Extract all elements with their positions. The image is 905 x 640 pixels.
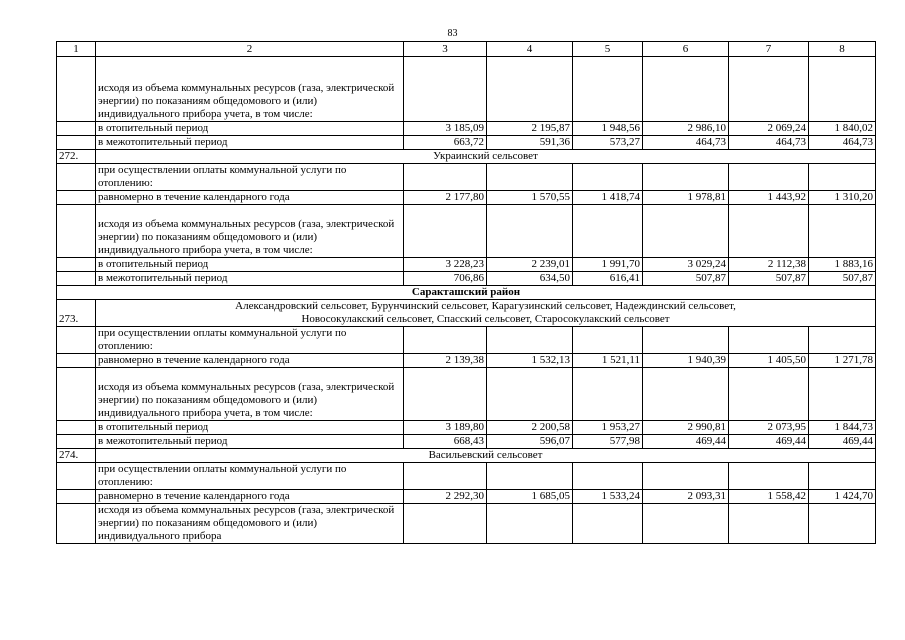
value-cell: 634,50 (487, 272, 573, 286)
value-cell: 464,73 (809, 136, 876, 150)
value-cell: 469,44 (643, 435, 729, 449)
district-title: Саракташский район (57, 286, 876, 300)
value-cell: 1 521,11 (573, 354, 643, 368)
entry-header-row (57, 449, 876, 463)
value-cell: 2 986,10 (643, 122, 729, 136)
value-cell: 507,87 (729, 272, 809, 286)
value-cell: 577,98 (573, 435, 643, 449)
value-cell: 2 239,01 (487, 258, 573, 272)
value-cell: 2 195,87 (487, 122, 573, 136)
entry-name-line: Александровский сельсовет, Бурунчинский сельсовет, Карагузинский сельсовет, Надеждинский сельсовет, (235, 300, 736, 312)
column-header: 8 (809, 42, 876, 57)
table-row (57, 421, 876, 435)
table-row (57, 368, 876, 421)
row-label: при осуществлении оплаты коммунальной услуги по отоплению: (96, 463, 404, 490)
column-header: 7 (729, 42, 809, 57)
table-row (57, 463, 876, 490)
value-cell: 1 570,55 (487, 191, 573, 205)
table-row (57, 205, 876, 258)
table-row (57, 435, 876, 449)
value-cell: 1 533,24 (573, 490, 643, 504)
column-number-row (57, 42, 876, 57)
entry-number: 274. (57, 449, 96, 463)
table-row (57, 327, 876, 354)
value-cell: 469,44 (809, 435, 876, 449)
table-row (57, 122, 876, 136)
value-cell: 1 271,78 (809, 354, 876, 368)
row-label: исходя из объема коммунальных ресурсов (газа, электрической энергии) по показаниям общедомового и (или) индивидуального прибора учета, в том числе: (96, 57, 404, 122)
value-cell: 1 978,81 (643, 191, 729, 205)
value-cell: 2 139,38 (404, 354, 487, 368)
value-cell: 507,87 (643, 272, 729, 286)
value-cell: 469,44 (729, 435, 809, 449)
value-cell: 2 200,58 (487, 421, 573, 435)
value-cell: 1 558,42 (729, 490, 809, 504)
value-cell: 668,43 (404, 435, 487, 449)
value-cell: 573,27 (573, 136, 643, 150)
value-cell: 1 685,05 (487, 490, 573, 504)
value-cell: 1 940,39 (643, 354, 729, 368)
value-cell: 1 532,13 (487, 354, 573, 368)
row-label: исходя из объема коммунальных ресурсов (газа, электрической энергии) по показаниям общедомового и (или) индивидуального прибора учета, в том числе: (96, 368, 404, 421)
value-cell: 464,73 (643, 136, 729, 150)
row-label: исходя из объема коммунальных ресурсов (газа, электрической энергии) по показаниям общедомового и (или) индивидуального прибора учета, в том числе: (96, 205, 404, 258)
entry-name: Васильевский сельсовет (96, 449, 876, 463)
row-label: исходя из объема коммунальных ресурсов (газа, электрической энергии) по показаниям общедомового и (или) индивидуального прибора (96, 504, 404, 544)
row-label: в отопительный период (96, 122, 404, 136)
column-header: 5 (573, 42, 643, 57)
value-cell: 3 029,24 (643, 258, 729, 272)
district-row (57, 286, 876, 300)
entry-header-row (57, 300, 876, 327)
value-cell: 2 073,95 (729, 421, 809, 435)
table-row (57, 490, 876, 504)
value-cell: 1 310,20 (809, 191, 876, 205)
value-cell: 596,07 (487, 435, 573, 449)
value-cell: 2 069,24 (729, 122, 809, 136)
value-cell: 3 228,23 (404, 258, 487, 272)
entry-number: 272. (57, 150, 96, 164)
table-row (57, 258, 876, 272)
value-cell: 706,86 (404, 272, 487, 286)
row-label: в отопительный период (96, 421, 404, 435)
entry-name: Украинский сельсовет (96, 150, 876, 164)
value-cell: 591,36 (487, 136, 573, 150)
row-label: при осуществлении оплаты коммунальной услуги по отоплению: (96, 164, 404, 191)
value-cell: 1 948,56 (573, 122, 643, 136)
value-cell: 2 177,80 (404, 191, 487, 205)
row-label: равномерно в течение календарного года (96, 490, 404, 504)
value-cell: 2 990,81 (643, 421, 729, 435)
value-cell: 1 418,74 (573, 191, 643, 205)
table-row (57, 191, 876, 205)
value-cell: 507,87 (809, 272, 876, 286)
value-cell: 3 185,09 (404, 122, 487, 136)
value-cell: 1 424,70 (809, 490, 876, 504)
column-header: 6 (643, 42, 729, 57)
page-number: 83 (447, 28, 458, 39)
value-cell: 1 405,50 (729, 354, 809, 368)
entry-name (96, 300, 876, 327)
entry-header-row (57, 150, 876, 164)
row-label: в отопительный период (96, 258, 404, 272)
column-header: 3 (404, 42, 487, 57)
value-cell: 663,72 (404, 136, 487, 150)
column-header: 2 (96, 42, 404, 57)
value-cell: 2 093,31 (643, 490, 729, 504)
value-cell: 3 189,80 (404, 421, 487, 435)
column-header: 4 (487, 42, 573, 57)
value-cell: 616,41 (573, 272, 643, 286)
table-row (57, 272, 876, 286)
row-label: при осуществлении оплаты коммунальной услуги по отоплению: (96, 327, 404, 354)
entry-name-line: Новосокулакский сельсовет, Спасский сельсовет, Старосокулакский сельсовет (301, 313, 670, 325)
table-row (57, 164, 876, 191)
entry-number: 273. (57, 300, 96, 327)
row-label: в межотопительный период (96, 435, 404, 449)
value-cell: 1 953,27 (573, 421, 643, 435)
value-cell: 1 844,73 (809, 421, 876, 435)
value-cell: 2 292,30 (404, 490, 487, 504)
row-label: равномерно в течение календарного года (96, 354, 404, 368)
value-cell: 2 112,38 (729, 258, 809, 272)
table-row (57, 504, 876, 544)
row-label: в межотопительный период (96, 136, 404, 150)
table-row (57, 354, 876, 368)
value-cell: 1 840,02 (809, 122, 876, 136)
row-label: в межотопительный период (96, 272, 404, 286)
value-cell: 1 443,92 (729, 191, 809, 205)
row-label: равномерно в течение календарного года (96, 191, 404, 205)
tariff-table (56, 41, 876, 544)
table-row (57, 57, 876, 122)
value-cell: 464,73 (729, 136, 809, 150)
column-header: 1 (57, 42, 96, 57)
table-row (57, 136, 876, 150)
value-cell: 1 883,16 (809, 258, 876, 272)
value-cell: 1 991,70 (573, 258, 643, 272)
